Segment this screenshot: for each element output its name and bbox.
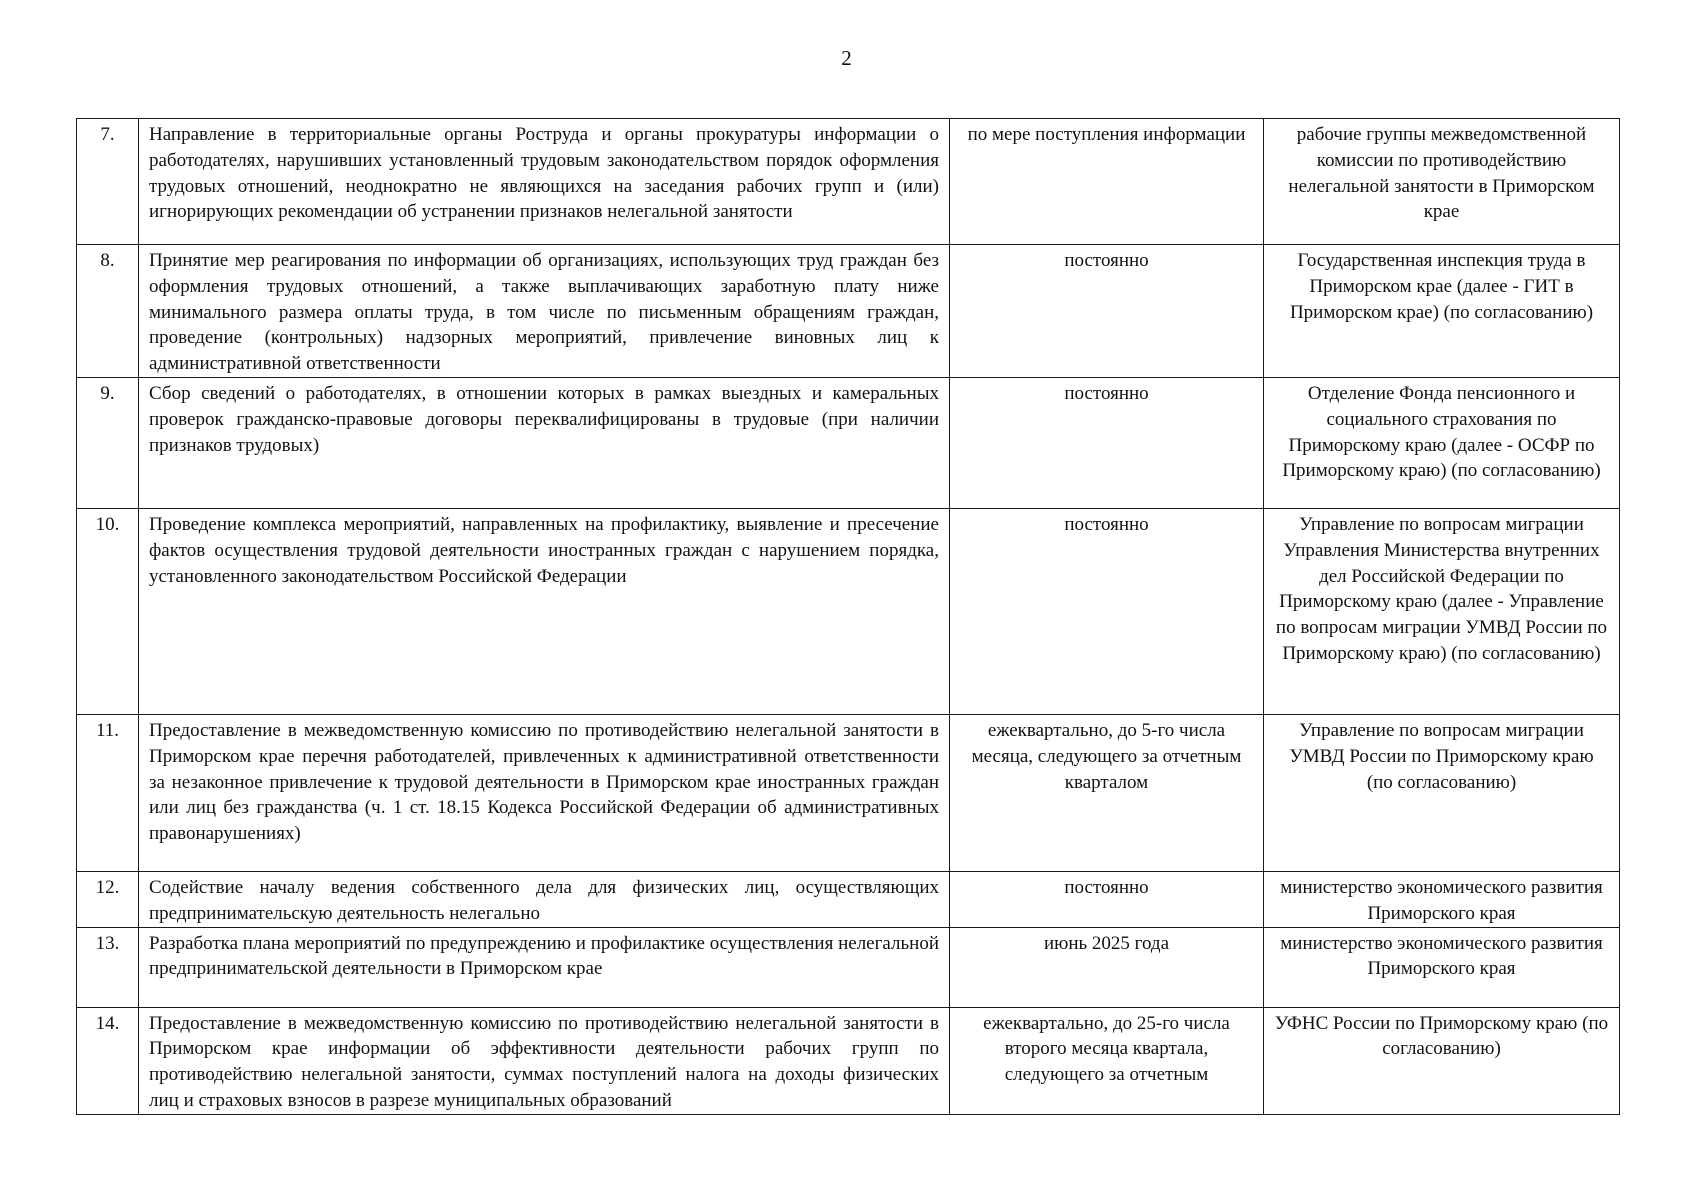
- row-number: 7.: [100, 124, 115, 145]
- responsible-cell: [1264, 508, 1620, 714]
- table-row: [77, 871, 1620, 927]
- term-cell: [950, 927, 1264, 1007]
- responsible-cell: [1264, 245, 1620, 378]
- description-cell: [139, 377, 950, 508]
- row-responsible: министерство экономического развития Приморского края: [1280, 876, 1603, 924]
- row-number: 12.: [95, 876, 120, 898]
- description-cell: [139, 1007, 950, 1114]
- row-number: 14.: [95, 1012, 120, 1034]
- description-cell: [139, 508, 950, 714]
- responsible-cell: [1264, 119, 1620, 245]
- row-responsible: министерство экономического развития Приморского края: [1280, 932, 1603, 980]
- row-responsible: Отделение Фонда пенсионного и социального страхования по Приморскому краю (далее - ОСФР по Приморскому краю) (по согласованию): [1282, 382, 1601, 482]
- row-term: постоянно: [1064, 876, 1149, 898]
- row-number: 8.: [100, 250, 115, 271]
- row-number: 10.: [95, 513, 120, 535]
- row-term: постоянно: [1064, 382, 1149, 404]
- term-cell: [950, 377, 1264, 508]
- description-cell: [139, 245, 950, 378]
- term-cell: [950, 714, 1264, 871]
- responsible-cell: [1264, 1007, 1620, 1114]
- term-cell: [950, 119, 1264, 245]
- row-responsible: УФНС России по Приморскому краю (по согласованию): [1274, 1012, 1609, 1060]
- table-row: [77, 377, 1620, 508]
- row-term: по мере поступления информации: [967, 124, 1246, 145]
- responsible-cell: [1264, 714, 1620, 871]
- row-term: ежеквартально, до 25-го числа второго месяца квартала, следующего за отчетным: [983, 1012, 1230, 1086]
- row-number: 9.: [100, 382, 115, 404]
- row-number-cell: [77, 714, 139, 871]
- responsible-cell: [1264, 927, 1620, 1007]
- term-cell: [950, 1007, 1264, 1114]
- table-row: [77, 927, 1620, 1007]
- term-cell: [950, 871, 1264, 927]
- row-responsible: Управление по вопросам миграции УМВД России по Приморскому краю (по согласованию): [1289, 719, 1594, 793]
- row-description: Предоставление в межведомственную комиссию по противодействию нелегальной занятости в Приморском крае перечня работодателей, привлеченных к административной ответственности за незаконное привлечение к трудовой деятельности в Приморском крае иностранных граждан или лиц без гражданства (ч. 1 ст. 18.15 Кодекса Российской Федерации об административных правонарушениях): [149, 719, 939, 845]
- row-description: Принятие мер реагирования по информации об организациях, использующих труд граждан без оформления трудовых отношений, а также выплачивающих заработную плату ниже минимального размера оплаты труда, в том числе по письменным обращениям граждан, проведение (контрольных) надзорных мероприятий, привлечение виновных лиц к административной ответственности: [149, 250, 939, 375]
- term-cell: [950, 245, 1264, 378]
- table-row: [77, 245, 1620, 378]
- row-number-cell: [77, 871, 139, 927]
- row-term: постоянно: [1064, 250, 1149, 271]
- row-number: 13.: [95, 932, 120, 954]
- responsible-cell: [1264, 871, 1620, 927]
- table-row: [77, 1007, 1620, 1114]
- table-row: [77, 119, 1620, 245]
- row-responsible: Управление по вопросам миграции Управления Министерства внутренних дел Российской Федерации по Приморскому краю (далее - Управление по вопросам миграции УМВД России по Приморскому краю) (по согласованию): [1275, 513, 1608, 664]
- row-description: Предоставление в межведомственную комиссию по противодействию нелегальной занятости в Приморском крае информации об эффективности деятельности рабочих групп по противодействию нелегальной занятости, суммах поступлений налога на доходы физических лиц и страховых взносов в разрезе муниципальных образований: [149, 1012, 939, 1111]
- row-description: Содействие началу ведения собственного дела для физических лиц, осуществляющих предпринимательскую деятельность нелегально: [149, 876, 939, 924]
- row-description: Направление в территориальные органы Роструда и органы прокуратуры информации о работодателях, нарушивших установленный трудовым законодательством порядок оформления трудовых отношений, неоднократно не являющихся на заседания рабочих групп и (или) игнорирующих рекомендации об устранении признаков нелегальной занятости: [149, 124, 939, 223]
- measures-table: [76, 118, 1620, 1115]
- row-responsible: рабочие группы межведомственной комиссии по противодействию нелегальной занятости в Приморском крае: [1288, 124, 1595, 223]
- row-description: Разработка плана мероприятий по предупреждению и профилактике осуществления нелегальной предпринимательской деятельности в Приморском крае: [149, 932, 939, 980]
- row-description: Сбор сведений о работодателях, в отношении которых в рамках выездных и камеральных проверок гражданско-правовые договоры переквалифицированы в трудовые (при наличии признаков трудовых): [149, 382, 939, 456]
- responsible-cell: [1264, 377, 1620, 508]
- table-row: [77, 714, 1620, 871]
- row-number-cell: [77, 508, 139, 714]
- row-description: Проведение комплекса мероприятий, направленных на профилактику, выявление и пресечение фактов осуществления трудовой деятельности иностранных граждан с нарушением порядка, установленного законодательством Российской Федерации: [149, 513, 939, 587]
- row-term: ежеквартально, до 5-го числа месяца, следующего за отчетным кварталом: [971, 719, 1242, 793]
- row-number-cell: [77, 927, 139, 1007]
- description-cell: [139, 871, 950, 927]
- description-cell: [139, 927, 950, 1007]
- row-number: 11.: [95, 719, 120, 741]
- term-cell: [950, 508, 1264, 714]
- row-number-cell: [77, 119, 139, 245]
- row-responsible: Государственная инспекция труда в Приморском крае (далее - ГИТ в Приморском крае) (по согласованию): [1289, 250, 1594, 323]
- description-cell: [139, 714, 950, 871]
- page-number: 2: [841, 46, 852, 70]
- row-number-cell: [77, 1007, 139, 1114]
- table-row: [77, 508, 1620, 714]
- row-number-cell: [77, 245, 139, 378]
- row-term: июнь 2025 года: [1043, 932, 1170, 954]
- description-cell: [139, 119, 950, 245]
- row-number-cell: [77, 377, 139, 508]
- row-term: постоянно: [1064, 513, 1149, 535]
